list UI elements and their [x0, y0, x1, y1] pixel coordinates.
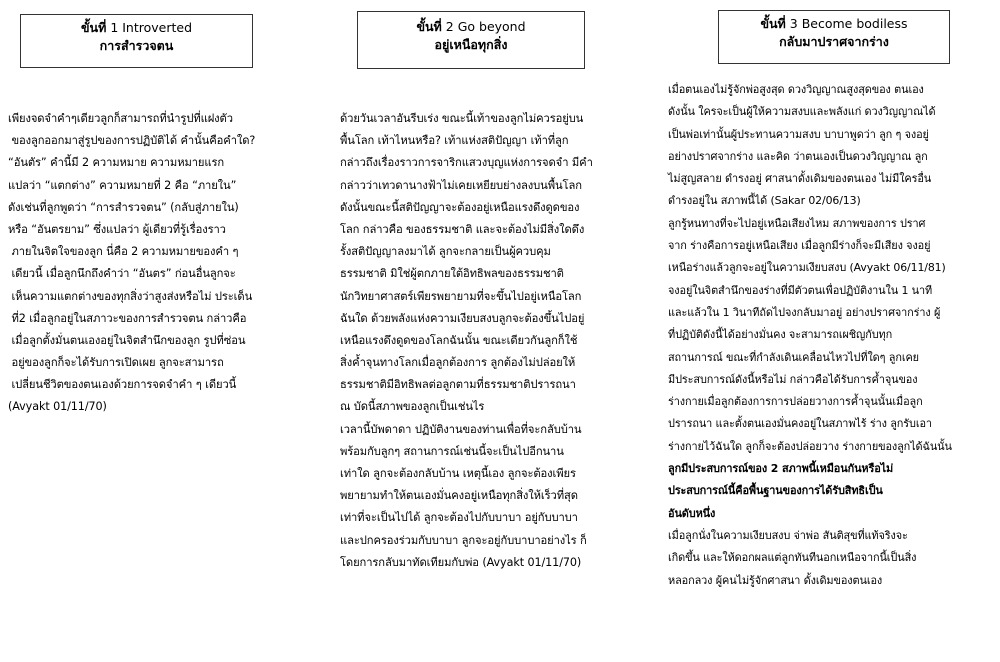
body-line: (Avyakt 01/11/70): [8, 400, 107, 414]
body-line: เมื่อตนเองไม่รู้จักพ่อสูงสุด ดวงวิญญาณสูงสุดของ ตนเอง: [668, 83, 924, 96]
body-line: เมื่อลูกตั้งมั่นตนเองอยู่ในจิตสำนึกของลูก รูปที่ซ่อน: [8, 333, 246, 347]
step-2-heading: [358, 18, 584, 36]
body-line: เกิดขึ้น และให้ดอกผลแต่ลูกทันทีนอกเหนือจากนี้เป็นสิ่ง: [668, 551, 917, 565]
step-2-thai-title: อยู่เหนือทุกสิ่ง: [434, 37, 508, 52]
body-line: ดังเช่นที่ลูกพูดว่า “การสำรวจตน” (กลับสู่ภายใน): [8, 200, 239, 214]
body-line: แปลว่า “แตกต่าง” ความหมายที่ 2 คือ “ภายใน”: [8, 178, 237, 192]
step-3-title-box: [718, 10, 950, 64]
step-3-thai-title: กลับมาปราศจากร่าง: [779, 34, 889, 49]
step-2-word: ขั้นที่: [416, 19, 442, 34]
step-1-title-box: [20, 14, 253, 68]
body-line: ของลูกออกมาสู่รูปของการปฏิบัติได้ คำนั้นคือคำใด?: [8, 134, 256, 148]
body-line: และแล้วใน 1 วินาทีถัดไปจงกลับมาอยู่ อย่างปราศจากร่าง ผู้: [668, 305, 941, 319]
body-line: ภายในจิตใจของลูก นี่คือ 2 ความหมายของคำ ๆ: [8, 245, 239, 259]
body-line: เหนือแรงดึงดูดของโลกฉันนั้น ขณะเดียวกันลูกก็ใช้: [340, 333, 578, 347]
body-line: เดียวนี้ เมื่อลูกนึกถึงคำว่า “อันตร” ก่อนอื่นลูกจะ: [8, 267, 236, 281]
body-line: ณ บัดนี้สภาพของลูกเป็นเช่นไร: [340, 400, 485, 414]
body-line: ธรรมชาติ มิใช่ผู้ตกภายใต้อิทธิพลของธรรมชาติ: [340, 267, 564, 281]
step-2-english-title: 2 Go beyond: [445, 19, 526, 34]
body-line: เปลี่ยนชีวิตของตนเองด้วยการจดจำคำ ๆ เดียวนี้: [8, 378, 237, 392]
body-line: พยายามทำให้ตนเองมั่นคงอยู่เหนือทุกสิ่งให้เร็วที่สุด: [340, 489, 578, 503]
body-line: ปรารถนา และตั้งตนเองมั่นคงอยู่ในสภาพไร้ ร่าง ลูกรับเอา: [668, 417, 932, 431]
body-line: ดังนั้น ใครจะเป็นผู้ให้ความสงบและพลังแก่ ดวงวิญญาณได้: [668, 105, 936, 119]
body-line: ลูกรู้หนทางที่จะไปอยู่เหนือเสียงไหม สภาพของการ ปราศ: [668, 216, 926, 230]
body-line: เท่าใด ลูกจะต้องกลับบ้าน เหตุนี้เอง ลูกจะต้องเพียร: [340, 467, 576, 480]
step-1-word: ขั้นที่: [80, 20, 107, 35]
body-line: มีประสบการณ์ดังนี้หรือไม่ กล่าวคือได้รับการค้ำจุนของ: [668, 372, 918, 386]
body-line: ประสบการณ์นี้คือพื้นฐานของการได้รับสิทธิเป็น: [668, 484, 883, 498]
body-line: และปกครองร่วมกับบาบา ลูกจะอยู่กับบาบาอย่างไร ก็: [340, 533, 587, 547]
body-line: อยู่ของลูกก็จะได้รับการเปิดเผย ลูกจะสามารถ: [8, 356, 224, 370]
step-1-english-title: 1 Introverted: [110, 20, 193, 35]
body-line: อย่างปราศจากร่าง และคิด ว่าตนเองเป็นดวงวิญญาณ ลูก: [668, 149, 928, 163]
body-line: กล่าวว่าเทวดานางฟ้าไม่เคยเหยียบย่างลงบนพื้นโลก: [340, 178, 582, 192]
body-line: สถานการณ์ ขณะที่กำลังเดินเคลื่อนไหวไปที่ใดๆ ลูกเคย: [668, 350, 919, 364]
step-1-heading: [21, 19, 252, 37]
body-line: อันดับหนึ่ง: [668, 506, 716, 520]
body-line: ที่ปฏิบัติดังนี้ได้อย่างมั่นคง จะสามารถเผชิญกับทุก: [668, 328, 893, 342]
step-1-body: [8, 108, 304, 419]
body-line: ร่างกายไว้ฉันใด ลูกก็จะต้องปล่อยวาง ร่างกายของลูกได้ฉันนั้น: [668, 439, 952, 453]
body-line: สิ่งค้ำจุนทางโลกเมื่อลูกต้องการ ลูกต้องไม่ปล่อยให้: [340, 356, 576, 370]
body-line: หรือ “อันตรยาม” ซึ่งแปลว่า ผู้เดียวที่รู้เรื่องราว: [8, 222, 226, 236]
step-2-body: [340, 108, 640, 574]
step-3-word: ขั้นที่: [760, 16, 786, 31]
body-line: เห็นความแตกต่างของทุกสิ่งว่าสูงส่งหรือไม่ ประเด็น: [8, 289, 253, 303]
body-line: กล่าวถึงเรื่องราวการจาริกแสวงบุญแห่งการจดจำ มีคำ: [340, 156, 593, 170]
body-line: ดังนั้นขณะนี้สติปัญญาจะต้องอยู่เหนือแรงดึงดูดของ: [340, 200, 580, 214]
body-line: พื้นโลก เท้าไหนหรือ? เท้าแห่งสติปัญญา เท้าที่ลูก: [340, 134, 569, 148]
step-1-thai-title: การสำรวจตน: [99, 38, 174, 53]
step-2-title-box: [357, 11, 585, 69]
step-3-heading: [719, 15, 949, 33]
body-line: เท่าที่จะเป็นไปได้ ลูกจะต้องไปกับบาบา อยู่กับบาบา: [340, 511, 578, 525]
body-line: ด้วยวันเวลาอันรีบเร่ง ขณะนี้เท้าของลูกไม่ควรอยู่บน: [340, 112, 584, 125]
body-line: ธรรมชาติมีอิทธิพลต่อลูกตามที่ธรรมชาติปรารถนา: [340, 378, 576, 392]
body-line: เมื่อลูกนั่งในความเงียบสงบ จ่าพ่อ สันติสุขที่แท้จริงจะ: [668, 528, 908, 542]
body-line: โลก กล่าวคือ ของธรรมชาติ และจะต้องไม่มีสิ่งใดดึง: [340, 222, 585, 236]
body-line: ดำรงอยู่ใน สภาพนี้ได้ (Sakar 02/06/13): [668, 194, 861, 208]
body-line: โดยการกลับมาทัดเทียมกับพ่อ (Avyakt 01/11/70): [340, 555, 582, 569]
body-line: พร้อมกับลูกๆ สถานการณ์เช่นนี้จะเป็นไปอีกนาน: [340, 444, 564, 458]
body-line: ที่2 เมื่อลูกอยู่ในสภาวะของการสำรวจตน กล่าวคือ: [8, 311, 247, 325]
body-line: หลอกลวง ผู้คนไม่รู้จักศาสนา ดั้งเดิมของตนเอง: [668, 573, 883, 587]
body-line: เวลานี้บัพดาดา ปฏิบัติงานของท่านเพื่อที่จะกลับบ้าน: [340, 422, 582, 436]
body-line: เพียงจดจำคำๆเดียวลูกก็สามารถที่นำรูปที่แฝงตัว: [8, 112, 233, 125]
body-line: ร่างกายเมื่อลูกต้องการการปล่อยวางการค้ำจุนนั้นเมื่อลูก: [668, 395, 923, 409]
body-line: ลูกมีประสบการณ์ของ 2 สภาพนี้เหมือนกันหรือไม่: [668, 462, 894, 476]
step-3-body: [668, 79, 996, 592]
body-line: ไม่สูญสลาย ดำรงอยู่ ศาสนาดั้งเดิมของตนเอง ไม่มีใครอื่น: [668, 172, 932, 186]
body-line: จงอยู่ในจิตสำนึกของร่างที่มีตัวตนเพื่อปฏิบัติงานใน 1 นาที: [668, 283, 933, 297]
body-line: เป็นพ่อเท่านั้นผู้ประทานความสงบ บาบาพูดว่า ลูก ๆ จงอยู่: [668, 127, 929, 141]
body-line: ฉันใด ด้วยพลังแห่งความเงียบสงบลูกจะต้องขึ้นไปอยู่: [340, 311, 585, 325]
body-line: จาก ร่างคือการอยู่เหนือเสียง เมื่อลูกมีร่างก็จะมีเสียง จงอยู่: [668, 239, 931, 253]
step-3-english-title: 3 Become bodiless: [789, 16, 908, 31]
body-line: รั้งสติปัญญาลงมาได้ ลูกจะกลายเป็นผู้ควบคุม: [340, 245, 551, 259]
body-line: “อันตัร” คำนี้มี 2 ความหมาย ความหมายแรก: [8, 156, 225, 170]
body-line: นักวิทยาศาสตร์เพียรพยายามที่จะขึ้นไปอยู่เหนือโลก: [340, 289, 582, 303]
body-line: เหนือร่างแล้วลูกจะอยู่ในความเงียบสงบ (Avyakt 06/11/81): [668, 261, 946, 275]
